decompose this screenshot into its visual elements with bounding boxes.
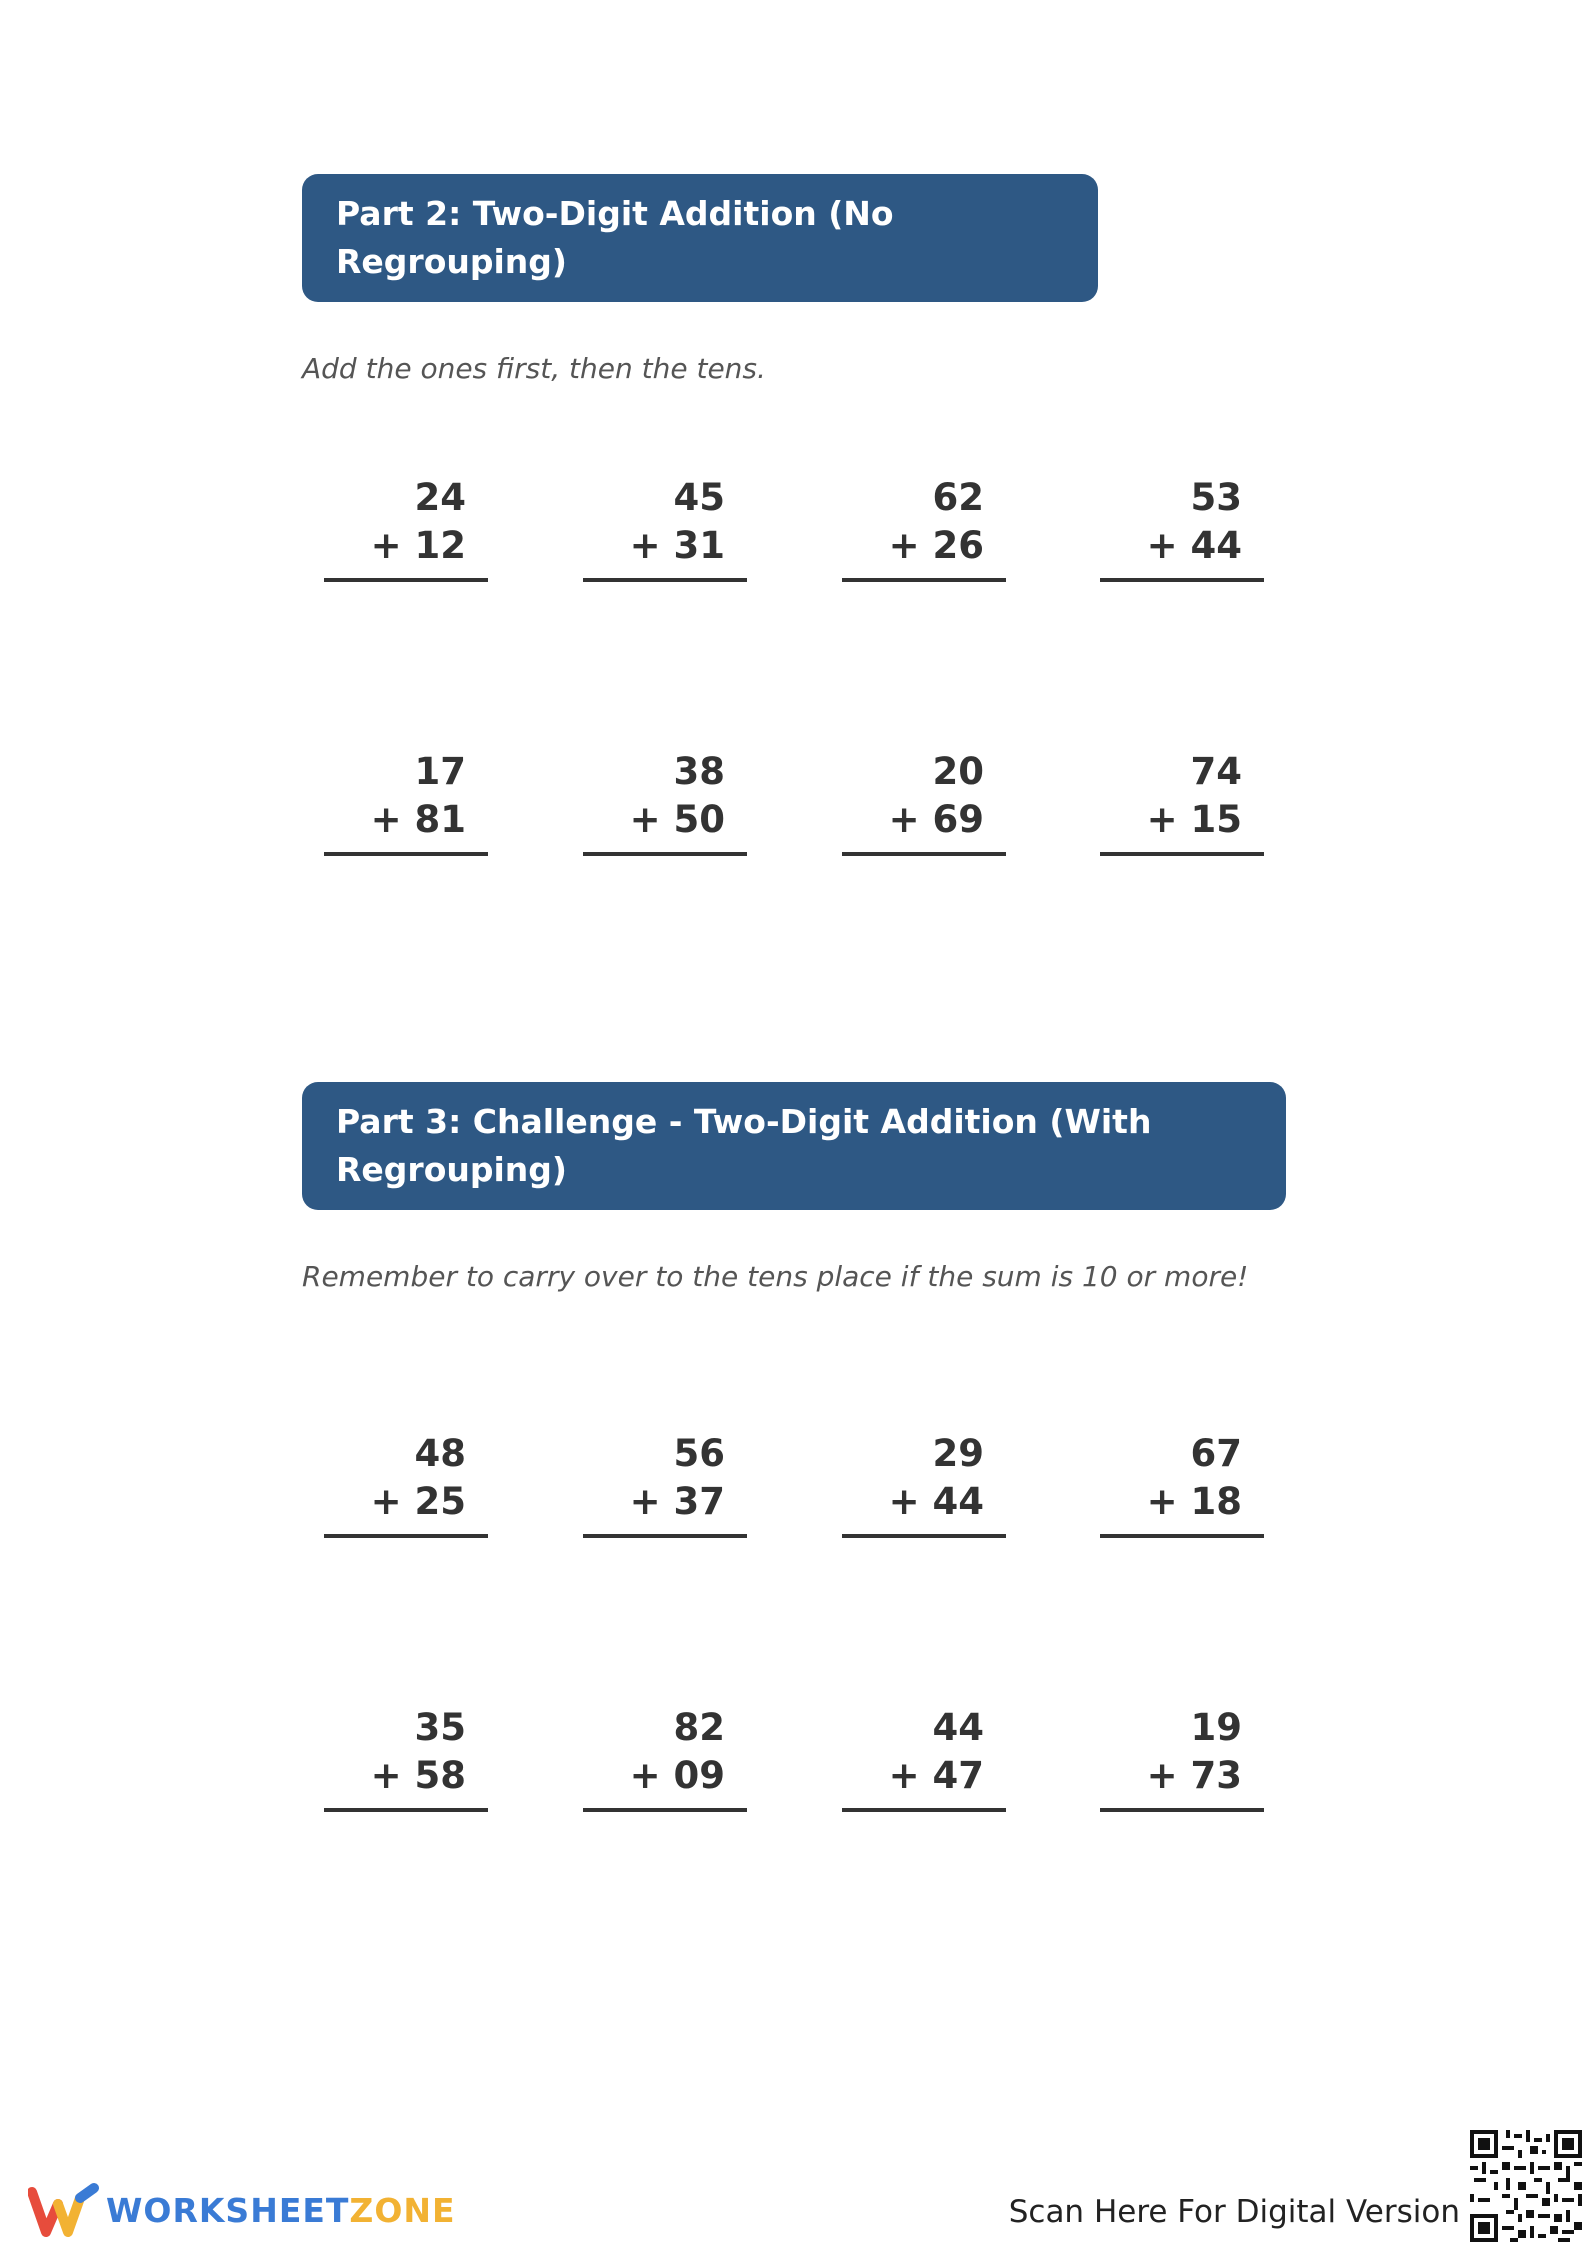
addition-problem — [842, 1432, 1006, 1542]
problem-top-number: 45 — [673, 476, 725, 519]
problem-bottom-number: + 44 — [888, 1480, 984, 1523]
answer-line[interactable] — [842, 578, 1006, 582]
part3-title-line1: Part 3: Challenge - Two-Digit Addition (With — [336, 1102, 1152, 1141]
addition-problem — [583, 750, 747, 860]
problem-top-number: 67 — [1190, 1432, 1242, 1475]
problem-bottom-number: + 26 — [888, 524, 984, 567]
problem-row — [324, 750, 1264, 860]
answer-line[interactable] — [1100, 578, 1264, 582]
problem-top-number: 44 — [932, 1706, 984, 1749]
addition-problem — [324, 750, 488, 860]
answer-line[interactable] — [1100, 852, 1264, 856]
problem-bottom-number: + 69 — [888, 798, 984, 841]
problem-top-number: 62 — [932, 476, 984, 519]
addition-problem — [1100, 1432, 1264, 1542]
part2-title: Part 2: Two-Digit Addition (No Regrouping) — [336, 194, 894, 281]
problem-top-number: 35 — [414, 1706, 466, 1749]
answer-line[interactable] — [324, 578, 488, 582]
problem-top-number: 48 — [414, 1432, 466, 1475]
problem-bottom-number: + 18 — [1146, 1480, 1242, 1523]
problem-bottom-number: + 37 — [629, 1480, 725, 1523]
part2-header — [302, 174, 1098, 302]
problem-top-number: 29 — [932, 1432, 984, 1475]
answer-line[interactable] — [1100, 1534, 1264, 1538]
problem-top-number: 20 — [932, 750, 984, 793]
answer-line[interactable] — [842, 852, 1006, 856]
problem-top-number: 17 — [414, 750, 466, 793]
addition-problem — [583, 1706, 747, 1816]
part2-section — [302, 174, 1098, 385]
addition-problem — [1100, 476, 1264, 586]
answer-line[interactable] — [324, 852, 488, 856]
problem-bottom-number: + 58 — [370, 1754, 466, 1797]
problem-top-number: 82 — [673, 1706, 725, 1749]
part3-header — [302, 1082, 1286, 1210]
answer-line[interactable] — [842, 1808, 1006, 1812]
problem-top-number: 53 — [1190, 476, 1242, 519]
part3-title-line2: Regrouping) — [336, 1150, 567, 1189]
problem-top-number: 24 — [414, 476, 466, 519]
part2-instruction: Add the ones first, then the tens. — [302, 352, 766, 385]
problem-bottom-number: + 12 — [370, 524, 466, 567]
answer-line[interactable] — [842, 1534, 1006, 1538]
addition-problem — [583, 476, 747, 586]
answer-line[interactable] — [583, 852, 747, 856]
problem-bottom-number: + 44 — [1146, 524, 1242, 567]
problem-top-number: 19 — [1190, 1706, 1242, 1749]
addition-problem — [1100, 750, 1264, 860]
answer-line[interactable] — [583, 1534, 747, 1538]
addition-problem — [842, 750, 1006, 860]
addition-problem — [324, 1432, 488, 1542]
logo-word-zone: ZONE — [349, 2190, 456, 2230]
addition-problem — [842, 476, 1006, 586]
answer-line[interactable] — [324, 1534, 488, 1538]
part3-section — [302, 1082, 1286, 1293]
part3-instruction: Remember to carry over to the tens place if the sum is 10 or more! — [302, 1260, 1249, 1293]
answer-line[interactable] — [1100, 1808, 1264, 1812]
problem-bottom-number: + 81 — [370, 798, 466, 841]
addition-problem — [583, 1432, 747, 1542]
problem-top-number: 74 — [1190, 750, 1242, 793]
problem-row — [324, 1706, 1264, 1816]
problem-bottom-number: + 47 — [888, 1754, 984, 1797]
problem-bottom-number: + 73 — [1146, 1754, 1242, 1797]
addition-problem — [324, 1706, 488, 1816]
problem-top-number: 56 — [673, 1432, 725, 1475]
problem-bottom-number: + 25 — [370, 1480, 466, 1523]
problem-top-number: 38 — [673, 750, 725, 793]
problem-row — [324, 1432, 1264, 1542]
scan-here-text: Scan Here For Digital Version — [1008, 2194, 1460, 2230]
qr-code-icon[interactable] — [1470, 2130, 1582, 2242]
problem-bottom-number: + 15 — [1146, 798, 1242, 841]
addition-problem — [324, 476, 488, 586]
problem-bottom-number: + 50 — [629, 798, 725, 841]
problem-bottom-number: + 31 — [629, 524, 725, 567]
answer-line[interactable] — [583, 1808, 747, 1812]
answer-line[interactable] — [324, 1808, 488, 1812]
logo-text — [106, 2191, 456, 2230]
worksheetzone-logo-icon — [28, 2182, 100, 2238]
addition-problem — [842, 1706, 1006, 1816]
logo-word-worksheet: WORKSHEET — [106, 2190, 350, 2230]
addition-problem — [1100, 1706, 1264, 1816]
problem-row — [324, 476, 1264, 586]
problem-bottom-number: + 09 — [629, 1754, 725, 1797]
answer-line[interactable] — [583, 578, 747, 582]
worksheetzone-logo[interactable] — [28, 2182, 456, 2238]
